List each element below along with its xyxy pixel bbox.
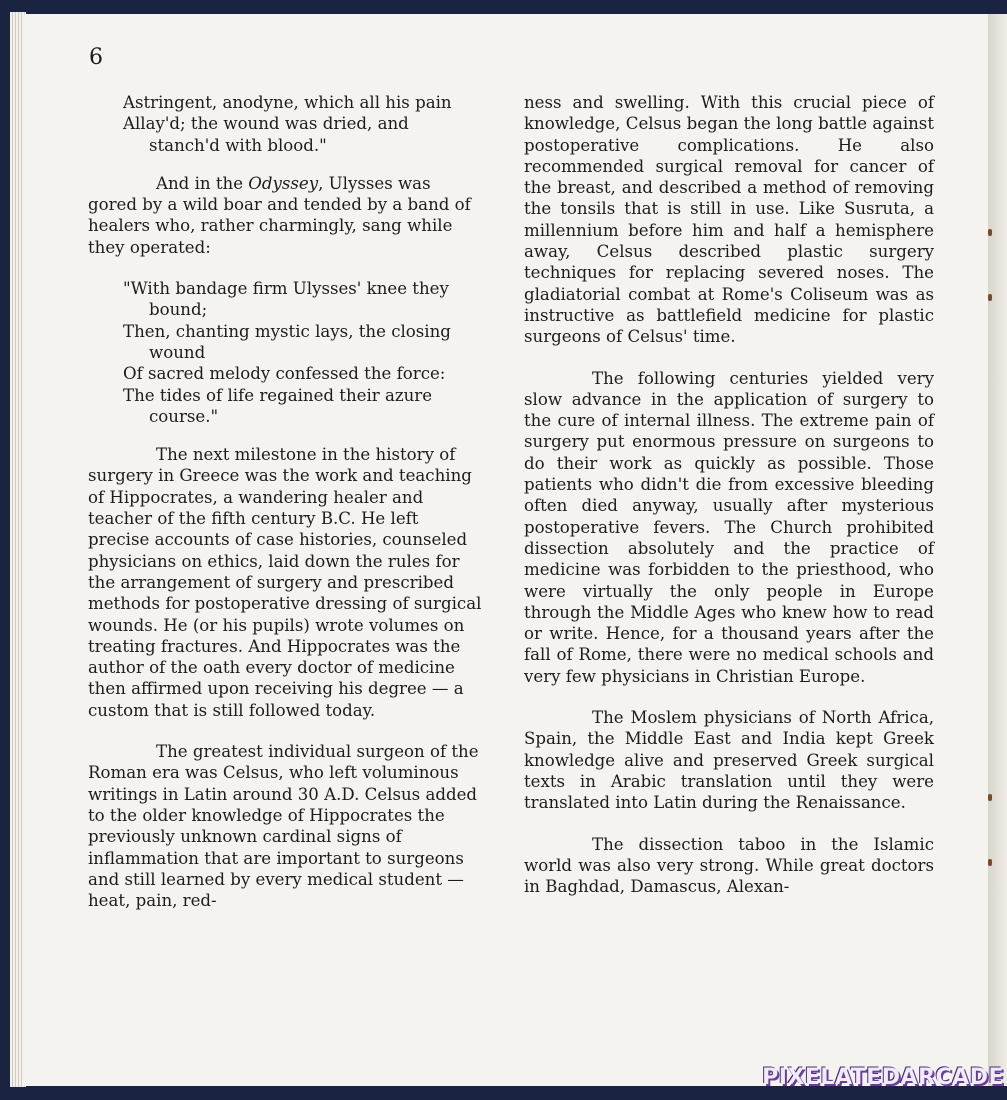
verse-line: "With bandage firm Ulysses' knee they bound; (123, 279, 449, 320)
paragraph-odyssey: And in the Odyssey, Ulysses was gored by a wild boar and tended by a band of healers who, rather charmingly, sang while they operated: (88, 173, 471, 257)
verse-line: The tides of life regained their azure course." (123, 385, 433, 426)
verse-line: Allay'd; the wound was dried, and stanch'd with blood." (123, 114, 409, 155)
verse-odyssey (88, 278, 483, 427)
paragraph-following-centuries: The following centuries yielded very slow advance in the application of surgery to the cure of internal illness. The extreme pain of surgery put enormous pressure on surgeons to do their work as quickly as possible. Those patients who didn't die from excessive bleeding often died anyway, usually after mysterious postoperative fevers. The Church prohibited dissection absolutely and the practice of medicine was forbidden to the priesthood, who were virtually the only people in Europe through the Middle Ages who knew how to read or write. Hence, for a thousand years after the fall of Rome, there were no medical schools and very few physicians in Christian Europe. (524, 368, 934, 686)
paragraph-celsus-continued: ness and swelling. With this crucial piece of knowledge, Celsus began the long battle against postoperative complications. He also recommended surgical removal for cancer of the breast, and described a method of removing the tonsils that is still in use. Like Susruta, a millennium before him and half a hemisphere away, Celsus described plastic surgery techniques for replacing severed noses. The gladiatorial combat at Rome's Coliseum was as instructive as battlefield medicine for plastic surgeons of Celsus' time. (524, 93, 934, 347)
paragraph-celsus: The greatest individual surgeon of the Roman era was Celsus, who left voluminous writings in Latin around 30 A.D. Celsus added to the older knowledge of Hippocrates the previously unknown cardinal signs of inflammation that are important to surgeons and still learned by every medical student — heat, pain, red- (88, 742, 479, 911)
paragraph-hippocrates: The next milestone in the history of surgery in Greece was the work and teaching of Hippocrates, a wandering healer and teacher of the fifth century B.C. He left precise accounts of case histories, counseled physicians on ethics, laid down the rules for the arrangement of surgery and prescribed methods for postoperative dressing of surgical wounds. He (or his pupils) wrote volumes on treating fractures. And Hippocrates was the author of the oath every doctor of medicine then affirmed upon receiving his degree — a custom that is still followed today. (88, 445, 482, 720)
paragraph-dissection-taboo: The dissection taboo in the Islamic world was also very strong. While great doctors in Baghdad, Damascus, Alexan- (524, 834, 934, 897)
page-right-edge (988, 14, 1007, 1086)
verse-line: Astringent, anodyne, which all his pain (123, 93, 452, 112)
verse-line: Of sacred melody confessed the force: (123, 364, 446, 384)
watermark-logo: PIXELATEDARCADE (762, 1065, 1004, 1090)
left-column (88, 92, 483, 931)
paragraph-moslem-physicians: The Moslem physicians of North Africa, Spain, the Middle East and India kept Greek knowledge alive and preserved Greek surgical texts in Arabic translation until they were translated into Latin during the Renaissance. (524, 708, 934, 813)
page-number: 6 (89, 45, 103, 70)
right-column (524, 92, 934, 917)
verse-line: Then, chanting mystic lays, the closing wound (123, 321, 451, 362)
verse-iliad (88, 92, 483, 156)
